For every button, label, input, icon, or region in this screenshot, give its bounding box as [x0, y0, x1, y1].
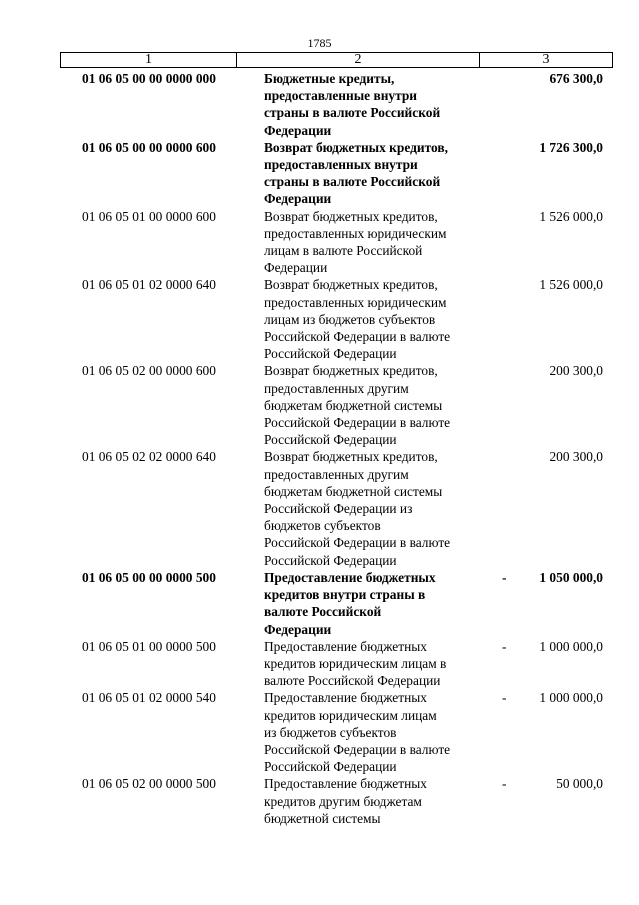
- table-row: [0, 569, 639, 638]
- budget-code: 01 06 05 01 02 0000 540: [82, 690, 216, 706]
- description-line: Предоставление бюджетных: [264, 569, 436, 585]
- description-line: кредитов юридическим лицам: [264, 707, 437, 723]
- table-row: [0, 689, 639, 775]
- description-line: лицам из бюджетов субъектов: [264, 311, 436, 327]
- description-line: Российской Федерации: [264, 552, 397, 568]
- description-line: валюте Российской: [264, 604, 382, 620]
- table-header: [60, 52, 613, 68]
- description-line: Российской Федерации в валюте: [264, 415, 451, 431]
- row-description: [264, 362, 482, 448]
- description-line: предоставленные внутри: [264, 88, 418, 104]
- table-row: [0, 70, 639, 139]
- amount-sign: -: [502, 638, 507, 654]
- description-line: Возврат бюджетных кредитов,: [264, 363, 438, 379]
- budget-code: 01 06 05 00 00 0000 500: [82, 569, 216, 585]
- budget-code: 01 06 05 01 02 0000 640: [82, 277, 216, 293]
- description-line: предоставленных юридическим: [264, 225, 447, 241]
- description-line: валюте Российской Федерации: [264, 673, 441, 689]
- budget-code: 01 06 05 02 00 0000 500: [82, 776, 216, 792]
- description-line: Предоставление бюджетных: [264, 776, 427, 792]
- description-line: кредитов внутри страны в: [264, 587, 426, 603]
- column-header-3: 3: [542, 52, 550, 67]
- description-line: Возврат бюджетных кредитов,: [264, 139, 448, 155]
- budget-code: 01 06 05 01 00 0000 500: [82, 638, 216, 654]
- description-line: Федерации: [264, 191, 332, 207]
- column-header-2: 2: [237, 53, 480, 67]
- description-line: Бюджетные кредиты,: [264, 71, 395, 86]
- description-line: кредитов юридическим лицам в: [264, 655, 447, 671]
- table-row: [0, 276, 639, 362]
- amount-value: 50 000,0: [556, 776, 603, 792]
- description-line: Федерации: [264, 621, 332, 637]
- amount-sign: -: [502, 776, 507, 792]
- description-line: Российской Федерации: [264, 759, 397, 775]
- row-description: [264, 448, 482, 568]
- description-line: Федерации: [264, 260, 328, 276]
- amount-value: 1 526 000,0: [539, 277, 603, 293]
- budget-code: 01 06 05 00 00 0000 000: [82, 71, 216, 86]
- row-description: [264, 569, 482, 638]
- description-line: Российской Федерации: [264, 432, 397, 448]
- budget-code: 01 06 05 00 00 0000 600: [82, 139, 216, 155]
- description-line: Российской Федерации из: [264, 501, 413, 517]
- description-line: Предоставление бюджетных: [264, 690, 427, 706]
- description-line: страны в валюте Российской: [264, 105, 441, 121]
- description-line: Российской Федерации: [264, 346, 397, 362]
- table-row: [0, 638, 639, 690]
- description-line: Российской Федерации в валюте: [264, 535, 451, 551]
- amount-value: 1 726 300,0: [539, 139, 603, 155]
- amount-sign: -: [502, 569, 507, 585]
- description-line: Возврат бюджетных кредитов,: [264, 449, 438, 465]
- description-line: предоставленных другим: [264, 466, 409, 482]
- amount-value: 1 526 000,0: [539, 208, 603, 224]
- description-line: Федерации: [264, 122, 332, 138]
- description-line: Возврат бюджетных кредитов,: [264, 277, 438, 293]
- description-line: бюджетов субъектов: [264, 518, 381, 534]
- budget-code: 01 06 05 02 00 0000 600: [82, 363, 216, 379]
- description-line: предоставленных юридическим: [264, 294, 447, 310]
- description-line: лицам в валюте Российской: [264, 243, 423, 259]
- amount-value: 1 050 000,0: [539, 569, 603, 585]
- row-description: [264, 139, 482, 208]
- row-description: [264, 689, 482, 775]
- description-line: из бюджетов субъектов: [264, 724, 397, 740]
- amount-value: 1 000 000,0: [539, 690, 603, 706]
- page-number: 1785: [307, 36, 332, 50]
- amount-value: 676 300,0: [549, 71, 603, 86]
- description-line: предоставленных другим: [264, 380, 409, 396]
- table-row: [0, 139, 639, 208]
- budget-code: 01 06 05 01 00 0000 600: [82, 208, 216, 224]
- table-row: [0, 208, 639, 277]
- description-line: страны в валюте Российской: [264, 174, 441, 190]
- description-line: Российской Федерации в валюте: [264, 329, 451, 345]
- row-description: [264, 208, 482, 277]
- table-row: [0, 448, 639, 568]
- table-row: [0, 775, 639, 827]
- description-line: предоставленных внутри: [264, 157, 418, 173]
- description-line: кредитов другим бюджетам: [264, 793, 422, 809]
- description-line: бюджетной системы: [264, 810, 381, 826]
- description-line: Возврат бюджетных кредитов,: [264, 208, 438, 224]
- description-line: Российской Федерации в валюте: [264, 741, 451, 757]
- table-row: [0, 362, 639, 448]
- row-description: [264, 70, 482, 139]
- description-line: бюджетам бюджетной системы: [264, 397, 443, 413]
- row-description: [264, 775, 482, 827]
- amount-sign: -: [502, 690, 507, 706]
- amount-value: 200 300,0: [549, 449, 603, 465]
- table-body: [0, 70, 639, 827]
- column-header-1: 1: [61, 53, 237, 67]
- row-description: [264, 638, 482, 690]
- amount-value: 1 000 000,0: [539, 638, 603, 654]
- amount-value: 200 300,0: [549, 363, 603, 379]
- description-line: бюджетам бюджетной системы: [264, 483, 443, 499]
- budget-code: 01 06 05 02 02 0000 640: [82, 449, 216, 465]
- row-description: [264, 276, 482, 362]
- description-line: Предоставление бюджетных: [264, 638, 427, 654]
